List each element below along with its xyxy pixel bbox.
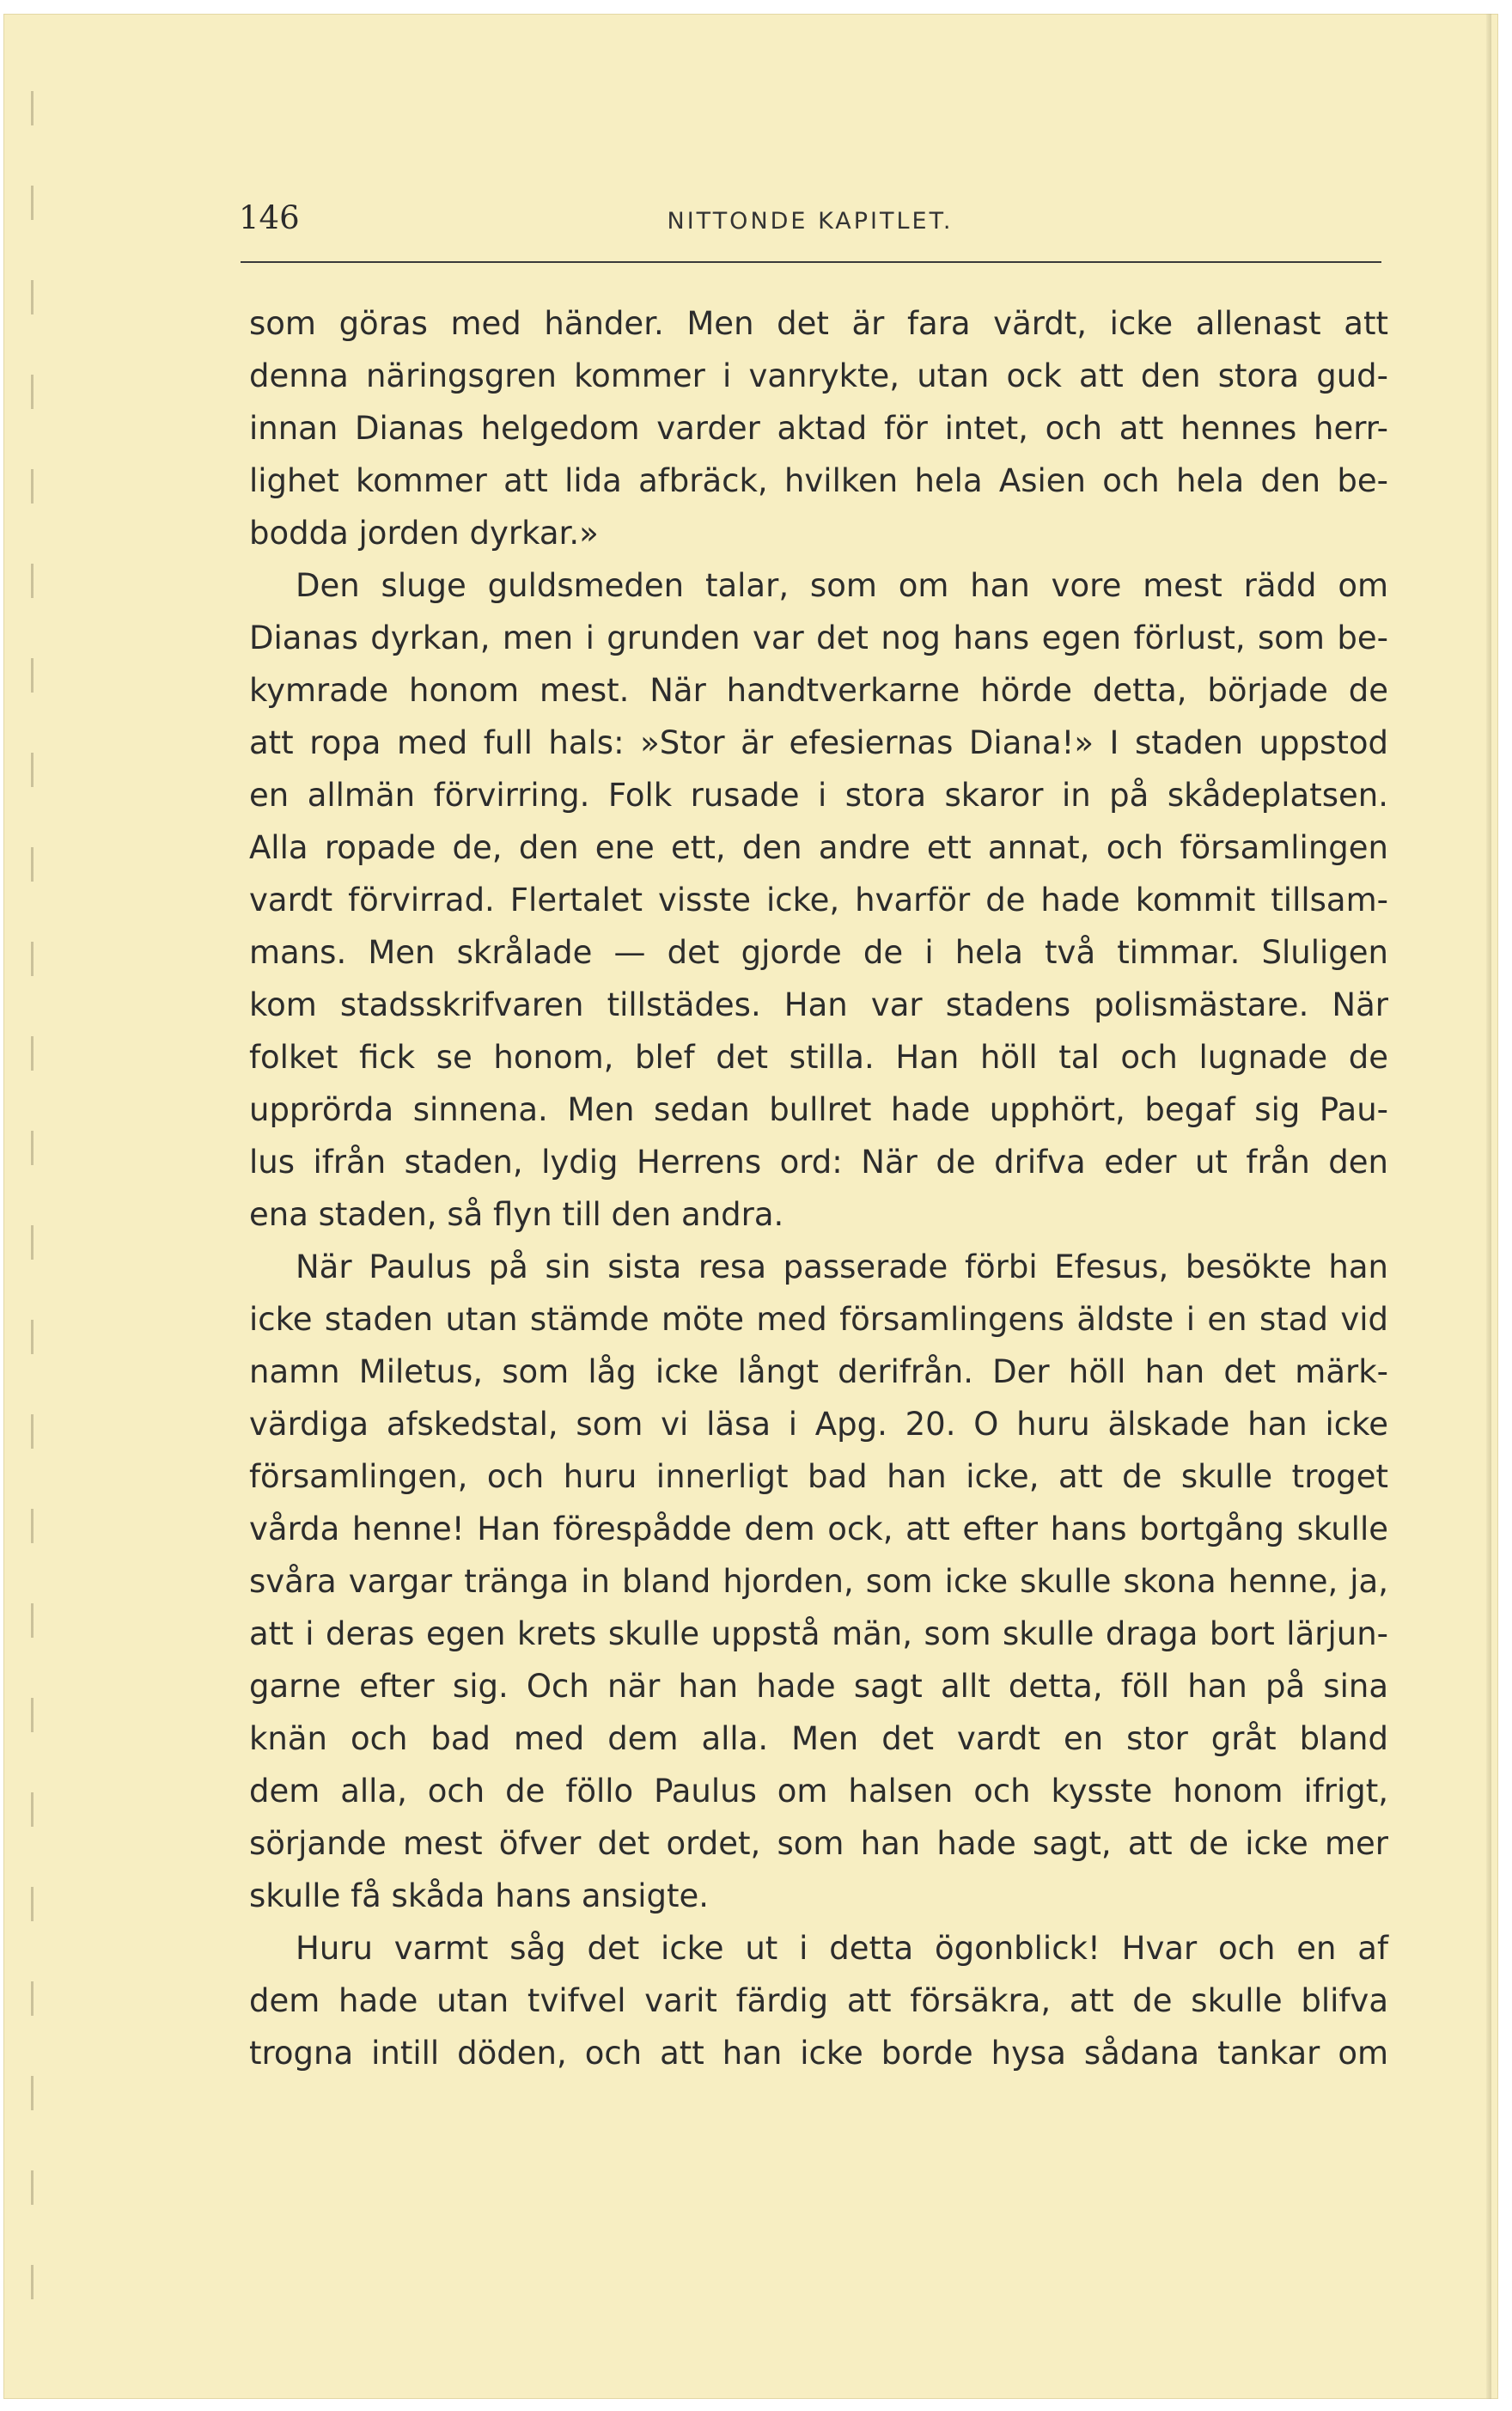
running-head: NITTONDE KAPITLET. xyxy=(667,208,954,235)
page-edge-shadow xyxy=(1486,14,1491,2399)
text-line: Dianas dyrkan, men i grunden var det nog hans egen förlust, som be- xyxy=(249,620,1388,656)
text-line: folket fick se honom, blef det stilla. Han höll tal och lugnade de xyxy=(249,1039,1388,1076)
text-line: vardt förvirrad. Flertalet visste icke, hvarför de hade kommit tillsam- xyxy=(249,882,1388,919)
paragraph-start: När Paulus på sin sista resa passerade förbi Efesus, besökte han xyxy=(296,1248,1388,1285)
header-rule xyxy=(241,261,1381,263)
text-line: icke staden utan stämde möte med församlingens äldste i en stad vid xyxy=(249,1301,1388,1338)
body-text xyxy=(249,297,1392,2079)
text-line: svåra vargar tränga in bland hjorden, som icke skulle skona henne, ja, xyxy=(249,1563,1388,1600)
text-line: lighet kommer att lida afbräck, hvilken hela Asien och hela den be- xyxy=(249,462,1388,499)
text-line: lus ifrån staden, lydig Herrens ord: När de drifva eder ut från den xyxy=(249,1144,1388,1181)
text-line: garne efter sig. Och när han hade sagt allt detta, föll han på sina xyxy=(249,1668,1388,1705)
text-line: knän och bad med dem alla. Men det vardt en stor gråt bland xyxy=(249,1720,1388,1757)
text-line: innan Dianas helgedom varder aktad för intet, och att hennes herr- xyxy=(249,410,1388,447)
text-line: dem alla, och de föllo Paulus om halsen och kysste honom ifrigt, xyxy=(249,1773,1388,1810)
paragraph-start: Den sluge guldsmeden talar, som om han vore mest rädd om xyxy=(296,567,1388,604)
text-line: en allmän förvirring. Folk rusade i stora skaror in på skådeplatsen. xyxy=(249,777,1388,814)
text-line: trogna intill döden, och att han icke borde hysa sådana tankar om xyxy=(249,2035,1388,2072)
text-line: vårda henne! Han förespådde dem ock, att efter hans bortgång skulle xyxy=(249,1511,1388,1547)
text-line: värdiga afskedstal, som vi läsa i Apg. 20. O huru älskade han icke xyxy=(249,1406,1388,1443)
text-line: dem hade utan tvifvel varit färdig att försäkra, att de skulle blifva xyxy=(249,1982,1388,2019)
text-line: namn Miletus, som låg icke långt derifrån. Der höll han det märk- xyxy=(249,1353,1388,1390)
text-line: kymrade honom mest. När handtverkarne hörde detta, började de xyxy=(249,672,1388,709)
text-line: bodda jorden dyrkar.» xyxy=(249,515,599,552)
text-line: Alla ropade de, den ene ett, den andre ett annat, och församlingen xyxy=(249,829,1388,866)
text-line: skulle få skåda hans ansigte. xyxy=(249,1877,710,1914)
paragraph-start: Huru varmt såg det icke ut i detta ögonblick! Hvar och en af xyxy=(296,1930,1388,1967)
text-line: som göras med händer. Men det är fara värdt, icke allenast att xyxy=(249,305,1388,342)
text-line: upprörda sinnena. Men sedan bullret hade upphört, begaf sig Pau- xyxy=(249,1091,1388,1128)
page-header xyxy=(239,199,1381,251)
text-line: sörjande mest öfver det ordet, som han hade sagt, att de icke mer xyxy=(249,1825,1388,1862)
text-line: kom stadsskrifvaren tillstädes. Han var stadens polismästare. När xyxy=(249,986,1388,1023)
text-line: att i deras egen krets skulle uppstå män, som skulle draga bort lärjun- xyxy=(249,1615,1388,1652)
text-line: att ropa med full hals: »Stor är efesiernas Diana!» I staden uppstod xyxy=(249,724,1388,761)
text-line: ena staden, så flyn till den andra. xyxy=(249,1196,784,1233)
text-line: mans. Men skrålade — det gjorde de i hela två timmar. Sluligen xyxy=(249,934,1388,971)
page-number: 146 xyxy=(239,199,300,236)
binding-edge xyxy=(31,91,34,2325)
text-line: denna näringsgren kommer i vanrykte, utan ock att den stora gud- xyxy=(249,357,1388,394)
text-line: församlingen, och huru innerligt bad han icke, att de skulle troget xyxy=(249,1458,1388,1495)
